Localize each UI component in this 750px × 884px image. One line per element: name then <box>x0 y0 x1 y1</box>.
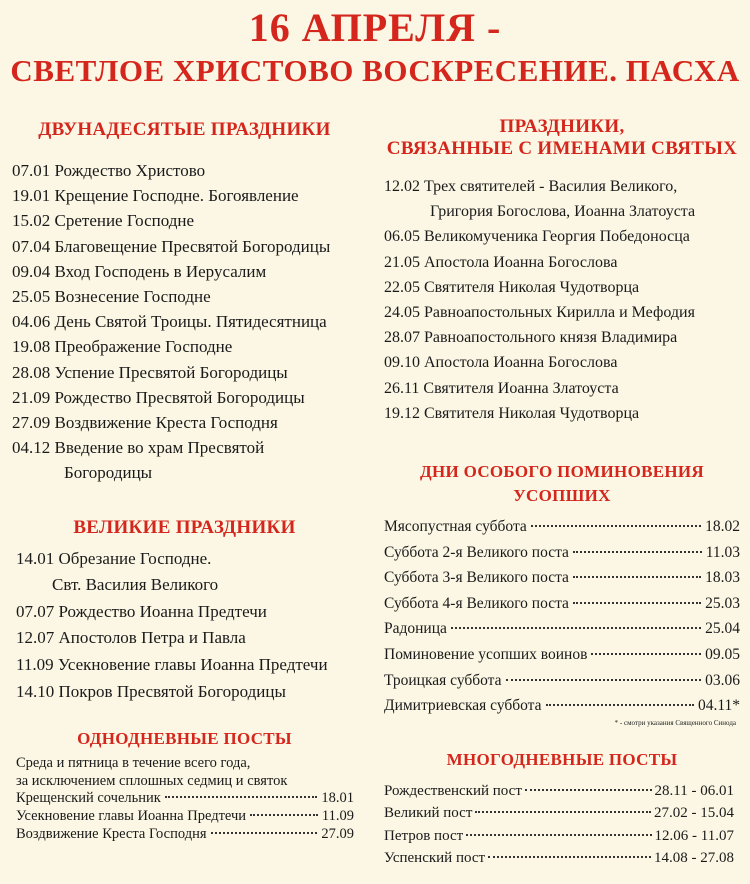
list-item: 07.04 Благовещение Пресвятой Богородицы <box>12 236 331 256</box>
section-title-multi-day-fasts: МНОГОДНЕВНЫЕ ПОСТЫ <box>446 749 678 769</box>
dot-leader <box>506 679 702 681</box>
dot-leader <box>573 602 701 604</box>
list-item-continuation: Свт. Василия Великого <box>52 575 219 595</box>
fasts-intro-line: Среда и пятница в течение всего года, <box>16 755 251 772</box>
section-title-saints <box>384 116 740 160</box>
dot-leader <box>165 796 318 798</box>
list-item: 21.05 Апостола Иоанна Богослова <box>384 253 618 271</box>
list-item: 19.08 Преображение Господне <box>12 337 233 357</box>
dot-leader <box>466 834 651 836</box>
list-item: 25.05 Вознесение Господне <box>12 287 211 307</box>
saints-feasts-list <box>384 174 740 426</box>
fast-dates: 14.08 - 27.08 <box>654 850 734 867</box>
table-row <box>384 825 734 848</box>
memorial-date: 18.02 <box>705 518 740 536</box>
fast-name: Великий пост <box>384 805 473 822</box>
memorial-name: Суббота 3-я Великого поста <box>384 569 569 587</box>
dot-leader <box>525 789 652 791</box>
table-row <box>384 780 734 803</box>
fast-name: Петров пост <box>384 827 464 844</box>
list-item: 26.11 Святителя Иоанна Златоуста <box>384 379 619 397</box>
section-title-twelve-feasts: ДВУНАДЕСЯТЫЕ ПРАЗДНИКИ <box>38 119 331 140</box>
fast-dates: 28.11 - 06.01 <box>654 782 734 799</box>
dot-leader <box>573 551 702 553</box>
section-title-great-feasts: ВЕЛИКИЕ ПРАЗДНИКИ <box>73 516 296 538</box>
fast-dates: 27.02 - 15.04 <box>654 805 734 822</box>
memorial-name: Радоница <box>384 620 447 638</box>
memorial-date: 25.03 <box>705 594 740 612</box>
fast-dates: 12.06 - 11.07 <box>654 827 734 844</box>
list-item: 15.02 Сретение Господне <box>12 211 195 231</box>
memorial-date: 25.04 <box>705 620 740 638</box>
memorial-days-list <box>384 514 740 728</box>
list-item: 04.06 День Святой Троицы. Пятидесятница <box>12 312 327 332</box>
list-item: 12.02 Трех святителей - Василия Великого, <box>384 178 678 195</box>
dot-leader <box>475 811 651 813</box>
memorial-date: 03.06 <box>705 671 740 689</box>
memorial-date: 09.05 <box>705 646 740 663</box>
section-title-one-day-fasts: ОДНОДНЕВНЫЕ ПОСТЫ <box>77 729 292 749</box>
list-item: 21.09 Рождество Пресвятой Богородицы <box>12 387 305 407</box>
table-row <box>384 802 734 825</box>
list-item: 19.12 Святителя Николая Чудотворца <box>384 404 640 422</box>
list-item: 09.04 Вход Господень в Иерусалим <box>12 261 267 281</box>
memorial-name: Поминовение усопших воинов <box>384 646 588 663</box>
list-item: 27.09 Воздвижение Креста Господня <box>12 413 278 433</box>
table-row <box>384 591 740 617</box>
dot-leader <box>546 704 694 706</box>
multi-day-fasts-list <box>384 780 740 870</box>
list-item: 14.01 Обрезание Господне. <box>16 548 212 568</box>
list-item: 19.01 Крещение Господне. Богоявление <box>12 186 299 206</box>
saints-title-line: ПРАЗДНИКИ, <box>499 116 625 137</box>
memorial-date: 18.03 <box>705 569 740 587</box>
table-row <box>384 642 740 668</box>
memorial-name: Суббота 4-я Великого поста <box>384 594 569 612</box>
list-item: 14.10 Покров Пресвятой Богородицы <box>16 681 286 701</box>
list-item: 06.05 Великомученика Георгия Победоносца <box>384 228 690 246</box>
table-row <box>384 514 740 540</box>
memorial-name: Димитриевская суббота <box>384 697 542 715</box>
one-day-fasts-block <box>12 755 354 843</box>
right-column <box>384 116 740 870</box>
list-item: 22.05 Святителя Николая Чудотворца <box>384 278 640 296</box>
list-item: 24.05 Равноапостольных Кирилла и Мефодия <box>384 304 695 322</box>
memorial-name: Троицкая суббота <box>384 671 502 689</box>
table-row <box>384 616 740 642</box>
table-row <box>384 693 740 719</box>
table-row <box>16 808 354 826</box>
memorial-name: Суббота 2-я Великого поста <box>384 543 569 561</box>
list-item-continuation: Богородицы <box>64 463 153 483</box>
list-item: 28.07 Равноапостольного князя Владимира <box>384 329 678 347</box>
page-header <box>0 0 750 90</box>
table-row <box>384 565 740 591</box>
saints-title-line: СВЯЗАННЫЕ С ИМЕНАМИ СВЯТЫХ <box>386 138 738 159</box>
fast-name: Успенский пост <box>384 850 486 867</box>
memorial-date: 11.03 <box>705 543 740 561</box>
dot-leader <box>211 832 318 834</box>
list-item: 07.07 Рождество Иоанна Предтечи <box>16 601 267 621</box>
list-item: 09.10 Апостола Иоанна Богослова <box>384 354 618 372</box>
fast-date: 27.09 <box>321 825 354 842</box>
fast-name: Воздвижение Креста Господня <box>16 825 207 842</box>
list-item: 12.07 Апостолов Петра и Павла <box>16 628 246 648</box>
dot-leader <box>250 814 318 816</box>
dot-leader <box>573 576 701 578</box>
dot-leader <box>531 525 701 527</box>
fasts-intro-line: за исключением сплошных седмиц и святок <box>16 772 288 789</box>
twelve-feasts-list <box>12 158 357 486</box>
fast-date: 18.01 <box>321 790 354 807</box>
page-title-date: 16 АПРЕЛЯ - <box>248 5 502 50</box>
fast-date: 11.09 <box>321 807 354 824</box>
dot-leader <box>451 627 701 629</box>
great-feasts-list <box>12 546 357 706</box>
table-row <box>384 847 734 870</box>
fast-name: Усекновение главы Иоанна Предтечи <box>16 807 247 824</box>
section-title-memorial-days: ДНИ ОСОБОГО ПОМИНОВЕНИЯ УСОПШИХ <box>420 462 704 506</box>
list-item: 07.01 Рождество Христово <box>12 161 206 180</box>
left-column <box>12 116 357 843</box>
list-item: 11.09 Усекновение главы Иоанна Предтечи <box>16 655 328 675</box>
list-item: 28.08 Успение Пресвятой Богородицы <box>12 362 288 382</box>
footnote: * - смотри указания Священного Синода <box>614 718 736 727</box>
dot-leader <box>591 653 701 655</box>
fast-name: Крещенский сочельник <box>16 790 161 807</box>
table-row <box>384 540 740 566</box>
dot-leader <box>488 856 651 858</box>
list-item-continuation: Григория Богослова, Иоанна Златоуста <box>430 203 696 221</box>
table-row <box>16 826 354 844</box>
list-item: 04.12 Введение во храм Пресвятой <box>12 438 265 458</box>
memorial-name: Мясопустная суббота <box>384 518 527 536</box>
memorial-date: 04.11* <box>697 697 740 715</box>
fast-name: Рождественский пост <box>384 782 522 799</box>
table-row <box>16 790 354 808</box>
table-row <box>384 668 740 694</box>
page-title-feast: СВЕТЛОЕ ХРИСТОВО ВОСКРЕСЕНИЕ. ПАСХА <box>10 53 740 88</box>
